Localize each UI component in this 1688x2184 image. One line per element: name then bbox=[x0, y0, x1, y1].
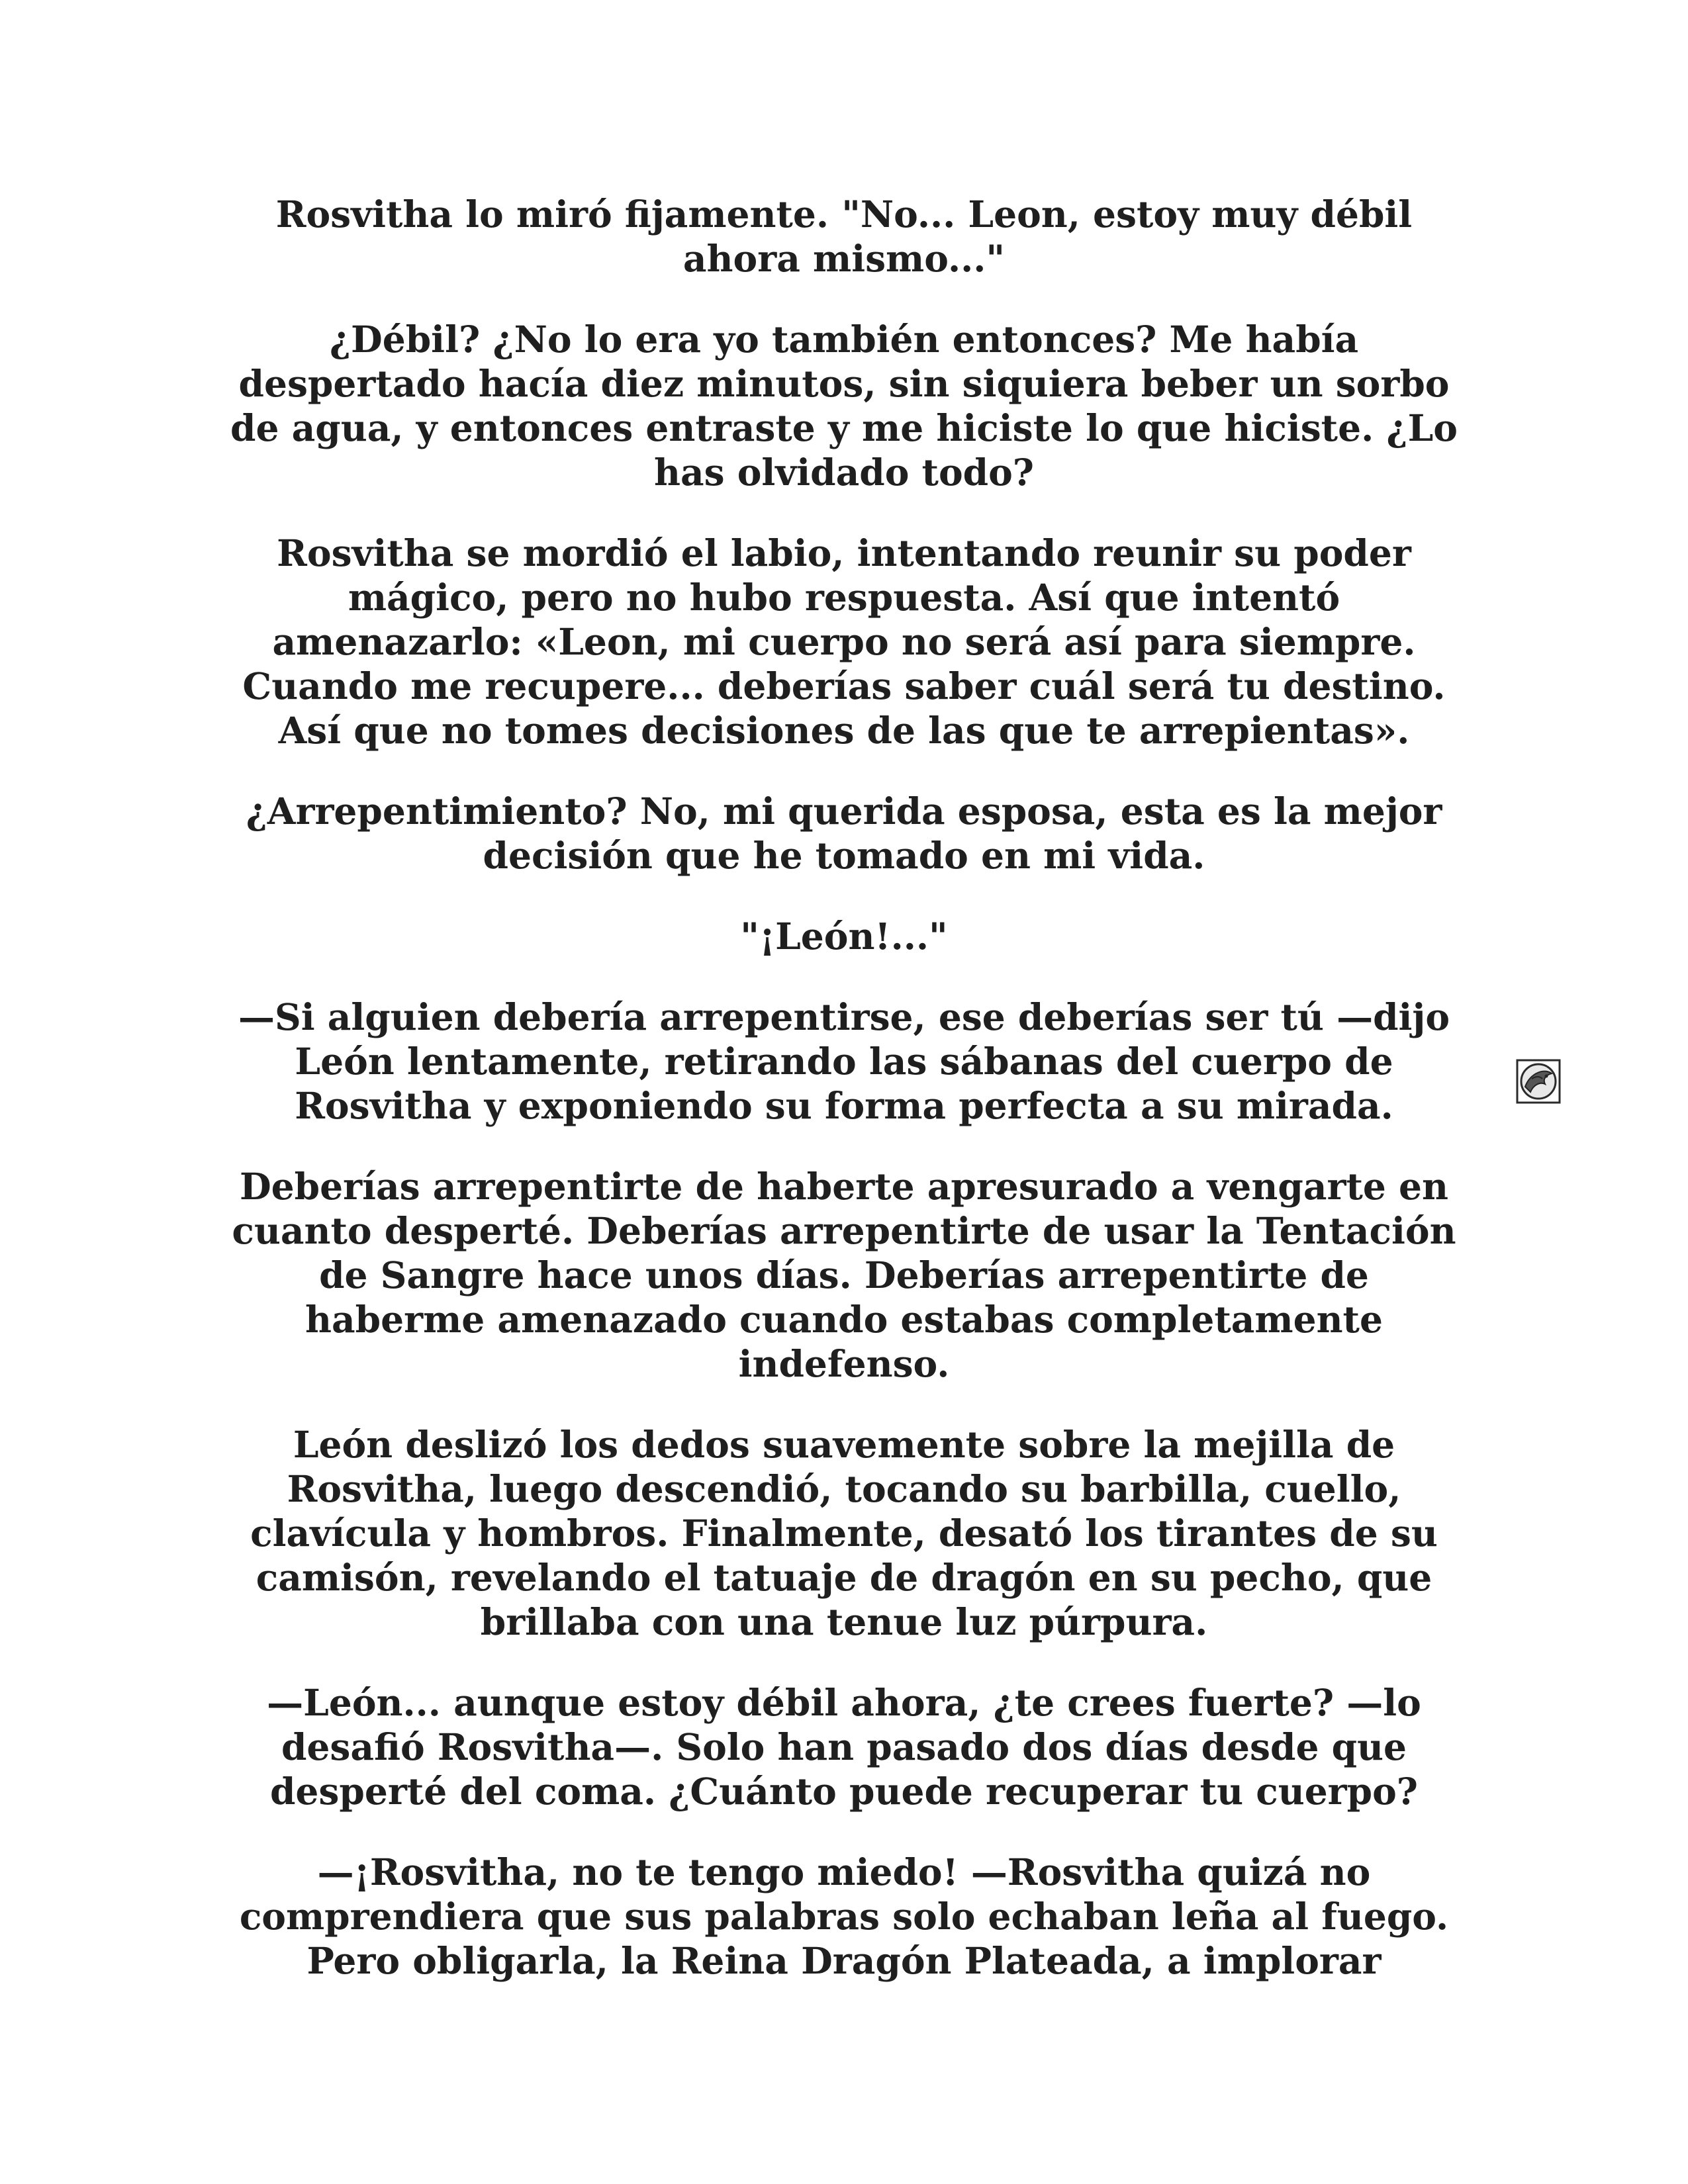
paragraph-8: León deslizó los dedos suavemente sobre la mejilla de Rosvitha, luego descendió, tocando su barbilla, cuello, clavícula y hombros. Finalmente, desató los tirantes de su camisón, revelando el tatuaje de dragón en su pecho, que brillaba con una tenue luz púrpura. bbox=[250, 1423, 1438, 1643]
paragraph-5: "¡León!..." bbox=[740, 915, 948, 958]
paragraph-7: Deberías arrepentirte de haberte apresurado a vengarte en cuanto desperté. Deberías arrepentirte de usar la Tentación de Sangre hace unos días. Deberías arrepentirte de haberme amenazado cuando estabas completamente indefenso. bbox=[232, 1165, 1456, 1385]
paragraph-9: —León... aunque estoy débil ahora, ¿te crees fuerte? —lo desafió Rosvitha—. Solo han pasado dos días desde que desperté del coma. ¿Cuánto puede recuperar tu cuerpo? bbox=[267, 1681, 1421, 1813]
document-body bbox=[199, 192, 1489, 2019]
paragraph-4: ¿Arrepentimiento? No, mi querida esposa, esta es la mejor decisión que he tomado en mi vida. bbox=[246, 790, 1442, 877]
paragraph-6: —Si alguien debería arrepentirse, ese deberías ser tú —dijo León lentamente, retirando las sábanas del cuerpo de Rosvitha y exponiendo su forma perfecta a su mirada. bbox=[238, 995, 1450, 1127]
paragraph-10: —¡Rosvitha, no te tengo miedo! —Rosvitha quizá no comprendiera que sus palabras solo echaban leña al fuego. Pero obligarla, la Reina Dragón Plateada, a implorar bbox=[239, 1850, 1449, 1982]
paragraph-2: ¿Débil? ¿No lo era yo también entonces? Me había despertado hacía diez minutos, sin siquiera beber un sorbo de agua, y entonces entraste y me hiciste lo que hiciste. ¿Lo has olvidado todo? bbox=[230, 318, 1458, 494]
paragraph-1: Rosvitha lo miró fijamente. "No... Leon, estoy muy débil ahora mismo..." bbox=[275, 193, 1413, 280]
paragraph-3: Rosvitha se mordió el labio, intentando reunir su poder mágico, pero no hubo respuesta. Así que intentó amenazarlo: «Leon, mi cuerpo no será así para siempre. Cuando me recupere... deberías saber cuál será tu destino. Así que no tomes decisiones de las que te arrepientas». bbox=[242, 531, 1446, 752]
dragon-emblem-icon bbox=[1516, 1059, 1561, 1104]
